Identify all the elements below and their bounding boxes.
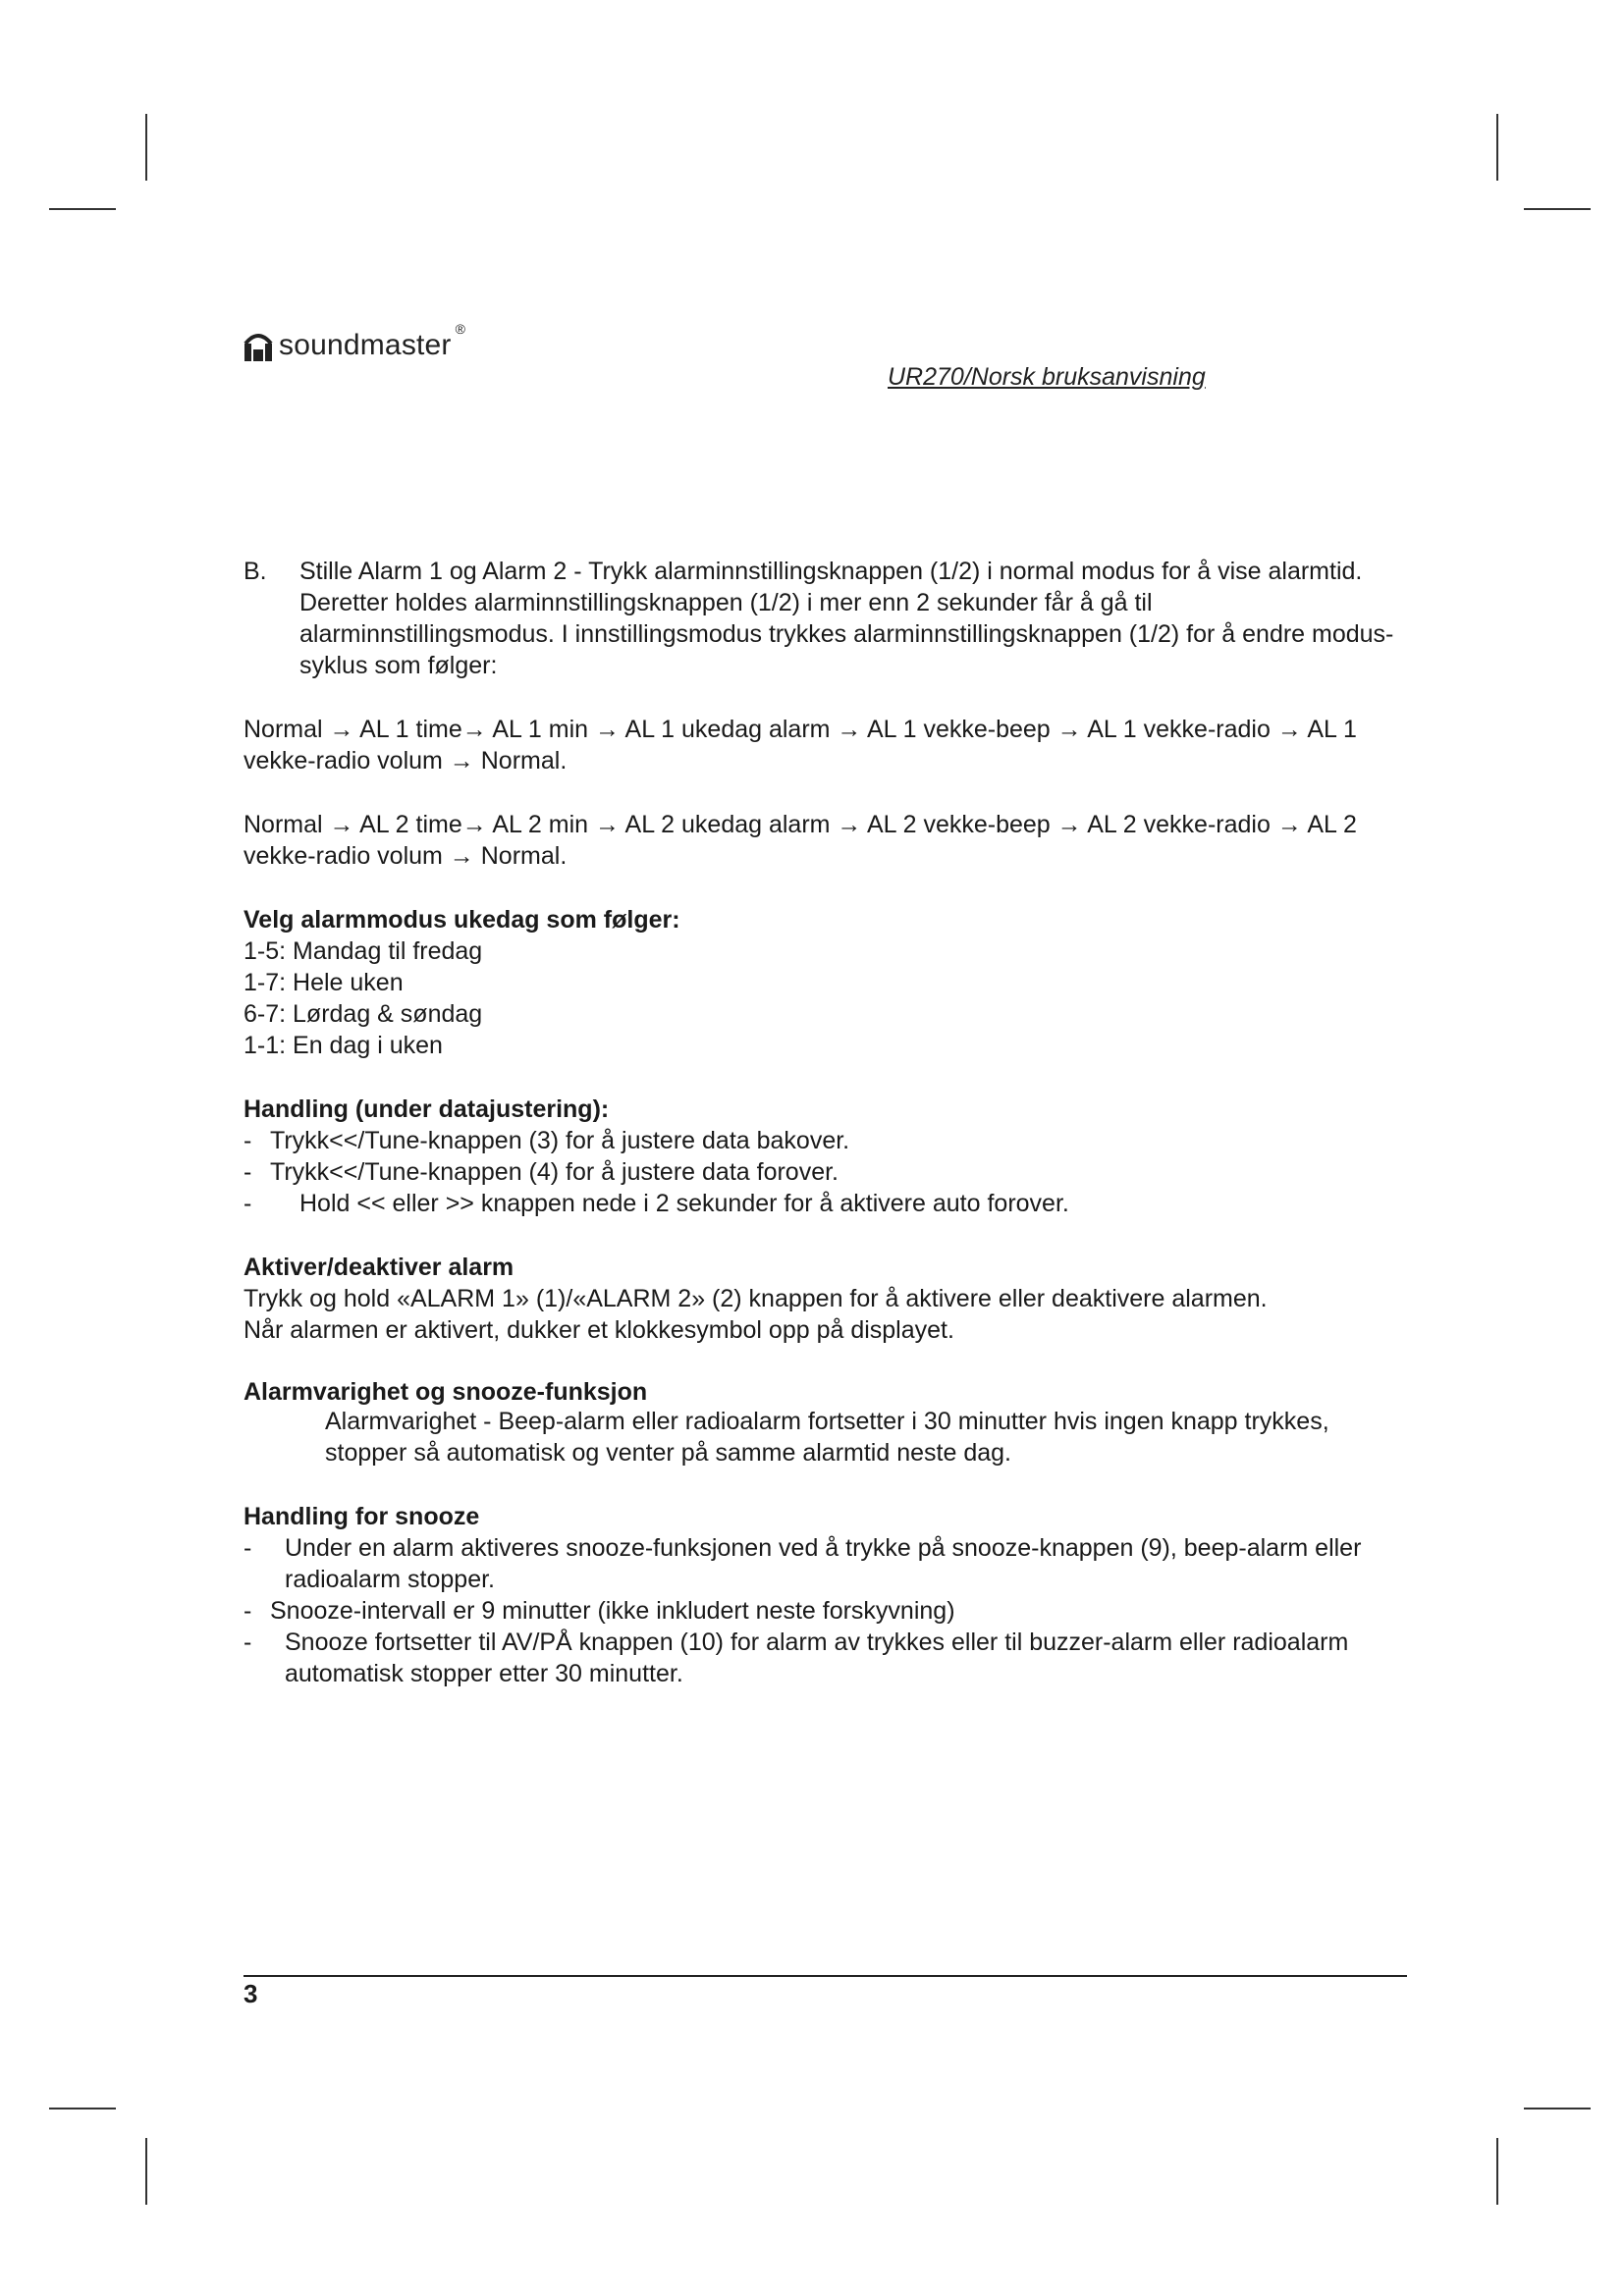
snooze-item [244, 1532, 1402, 1595]
section-b-text: Stille Alarm 1 og Alarm 2 - Trykk alarminnstillingsknappen (1/2) i normal modus for å vise alarmtid. Deretter holdes alarminnstillingsknappen (1/2) i mer enn 2 sekunder får å gå til alarminnstillingsmodus. I innstillingsmodus trykkes alarminnstillingsknappen (1/2) for å endre modus-syklus som følger: [299, 558, 1394, 679]
brand-name: soundmaster ® [279, 321, 466, 361]
weekday-item: 1-7: Hele uken [244, 969, 404, 996]
duration-heading: Alarmvarighet og snooze-funksjon [244, 1378, 648, 1406]
crop-mark-bottom-right-h [1524, 2108, 1591, 2109]
crop-mark-top-right-h [1524, 208, 1591, 210]
bullet-dash: - [244, 1534, 252, 1562]
snooze-item-text: Snooze-intervall er 9 minutter (ikke inkludert neste forskyvning) [270, 1597, 955, 1625]
bullet-dash: - [244, 1190, 252, 1217]
activate-text-2: Når alarmen er aktivert, dukker et klokkesymbol opp på displayet. [244, 1316, 954, 1344]
weekday-heading: Velg alarmmodus ukedag som følger: [244, 906, 680, 934]
snooze-item [244, 1595, 1402, 1627]
registered-mark: ® [455, 321, 466, 337]
section-b [244, 556, 1402, 681]
crop-mark-top-left-v [145, 114, 147, 181]
crop-mark-top-right-v [1496, 114, 1498, 181]
page-content [244, 556, 1402, 1689]
snooze-item [244, 1627, 1402, 1689]
adjust-item [244, 1188, 1402, 1219]
snooze-item-text: Under en alarm aktiveres snooze-funksjonen ved å trykke på snooze-knappen (9), beep-alarm eller radioalarm stopper. [285, 1534, 1362, 1593]
brand-logo [242, 321, 466, 365]
bullet-dash: - [244, 1597, 252, 1625]
adjust-heading: Handling (under datajustering): [244, 1095, 610, 1123]
page-number: 3 [244, 1979, 258, 2008]
activate-heading: Aktiver/deaktiver alarm [244, 1254, 514, 1281]
weekday-item: 1-1: En dag i uken [244, 1032, 443, 1059]
section-b-marker: B. [244, 558, 267, 585]
bullet-dash: - [244, 1158, 252, 1186]
crop-mark-bottom-right-v [1496, 2138, 1498, 2205]
adjust-item-text: Trykk<</Tune-knappen (4) for å justere data forover. [270, 1158, 839, 1186]
weekday-item: 1-5: Mandag til fredag [244, 937, 483, 965]
activate-text-1: Trykk og hold «ALARM 1» (1)/«ALARM 2» (2) knappen for å aktivere eller deaktivere alarmen. [244, 1285, 1268, 1312]
snooze-item-text: Snooze fortsetter til AV/PÅ knappen (10) for alarm av trykkes eller til buzzer-alarm eller radioalarm automatisk stopper etter 30 minutter. [285, 1629, 1349, 1687]
crop-mark-top-left-h [49, 208, 116, 210]
footer-rule [244, 1975, 1407, 1977]
bullet-dash: - [244, 1629, 252, 1656]
duration-text: Alarmvarighet - Beep-alarm eller radioalarm fortsetter i 30 minutter hvis ingen knapp trykkes, stopper så automatisk og venter på samme alarmtid neste dag. [325, 1408, 1329, 1467]
adjust-item-text: Trykk<</Tune-knappen (3) for å justere data bakover. [270, 1127, 850, 1154]
weekday-item: 6-7: Lørdag & søndag [244, 1000, 483, 1028]
document-title: UR270/Norsk bruksanvisning [888, 363, 1206, 391]
soundmaster-logo-icon [242, 326, 275, 365]
adjust-item-text: Hold << eller >> knappen nede i 2 sekunder for å aktivere auto forover. [299, 1190, 1069, 1217]
crop-mark-bottom-left-h [49, 2108, 116, 2109]
snooze-heading: Handling for snooze [244, 1503, 480, 1530]
crop-mark-bottom-left-v [145, 2138, 147, 2205]
alarm2-cycle: Normal → AL 2 time→ AL 2 min → AL 2 ukedag alarm → AL 2 vekke-beep → AL 2 vekke-radio → AL 2 vekke-radio volum → Normal. [244, 811, 1357, 870]
bullet-dash: - [244, 1127, 252, 1154]
adjust-item [244, 1156, 1402, 1188]
alarm1-cycle: Normal → AL 1 time→ AL 1 min → AL 1 ukedag alarm → AL 1 vekke-beep → AL 1 vekke-radio → AL 1 vekke-radio volum → Normal. [244, 716, 1357, 774]
adjust-item [244, 1125, 1402, 1156]
